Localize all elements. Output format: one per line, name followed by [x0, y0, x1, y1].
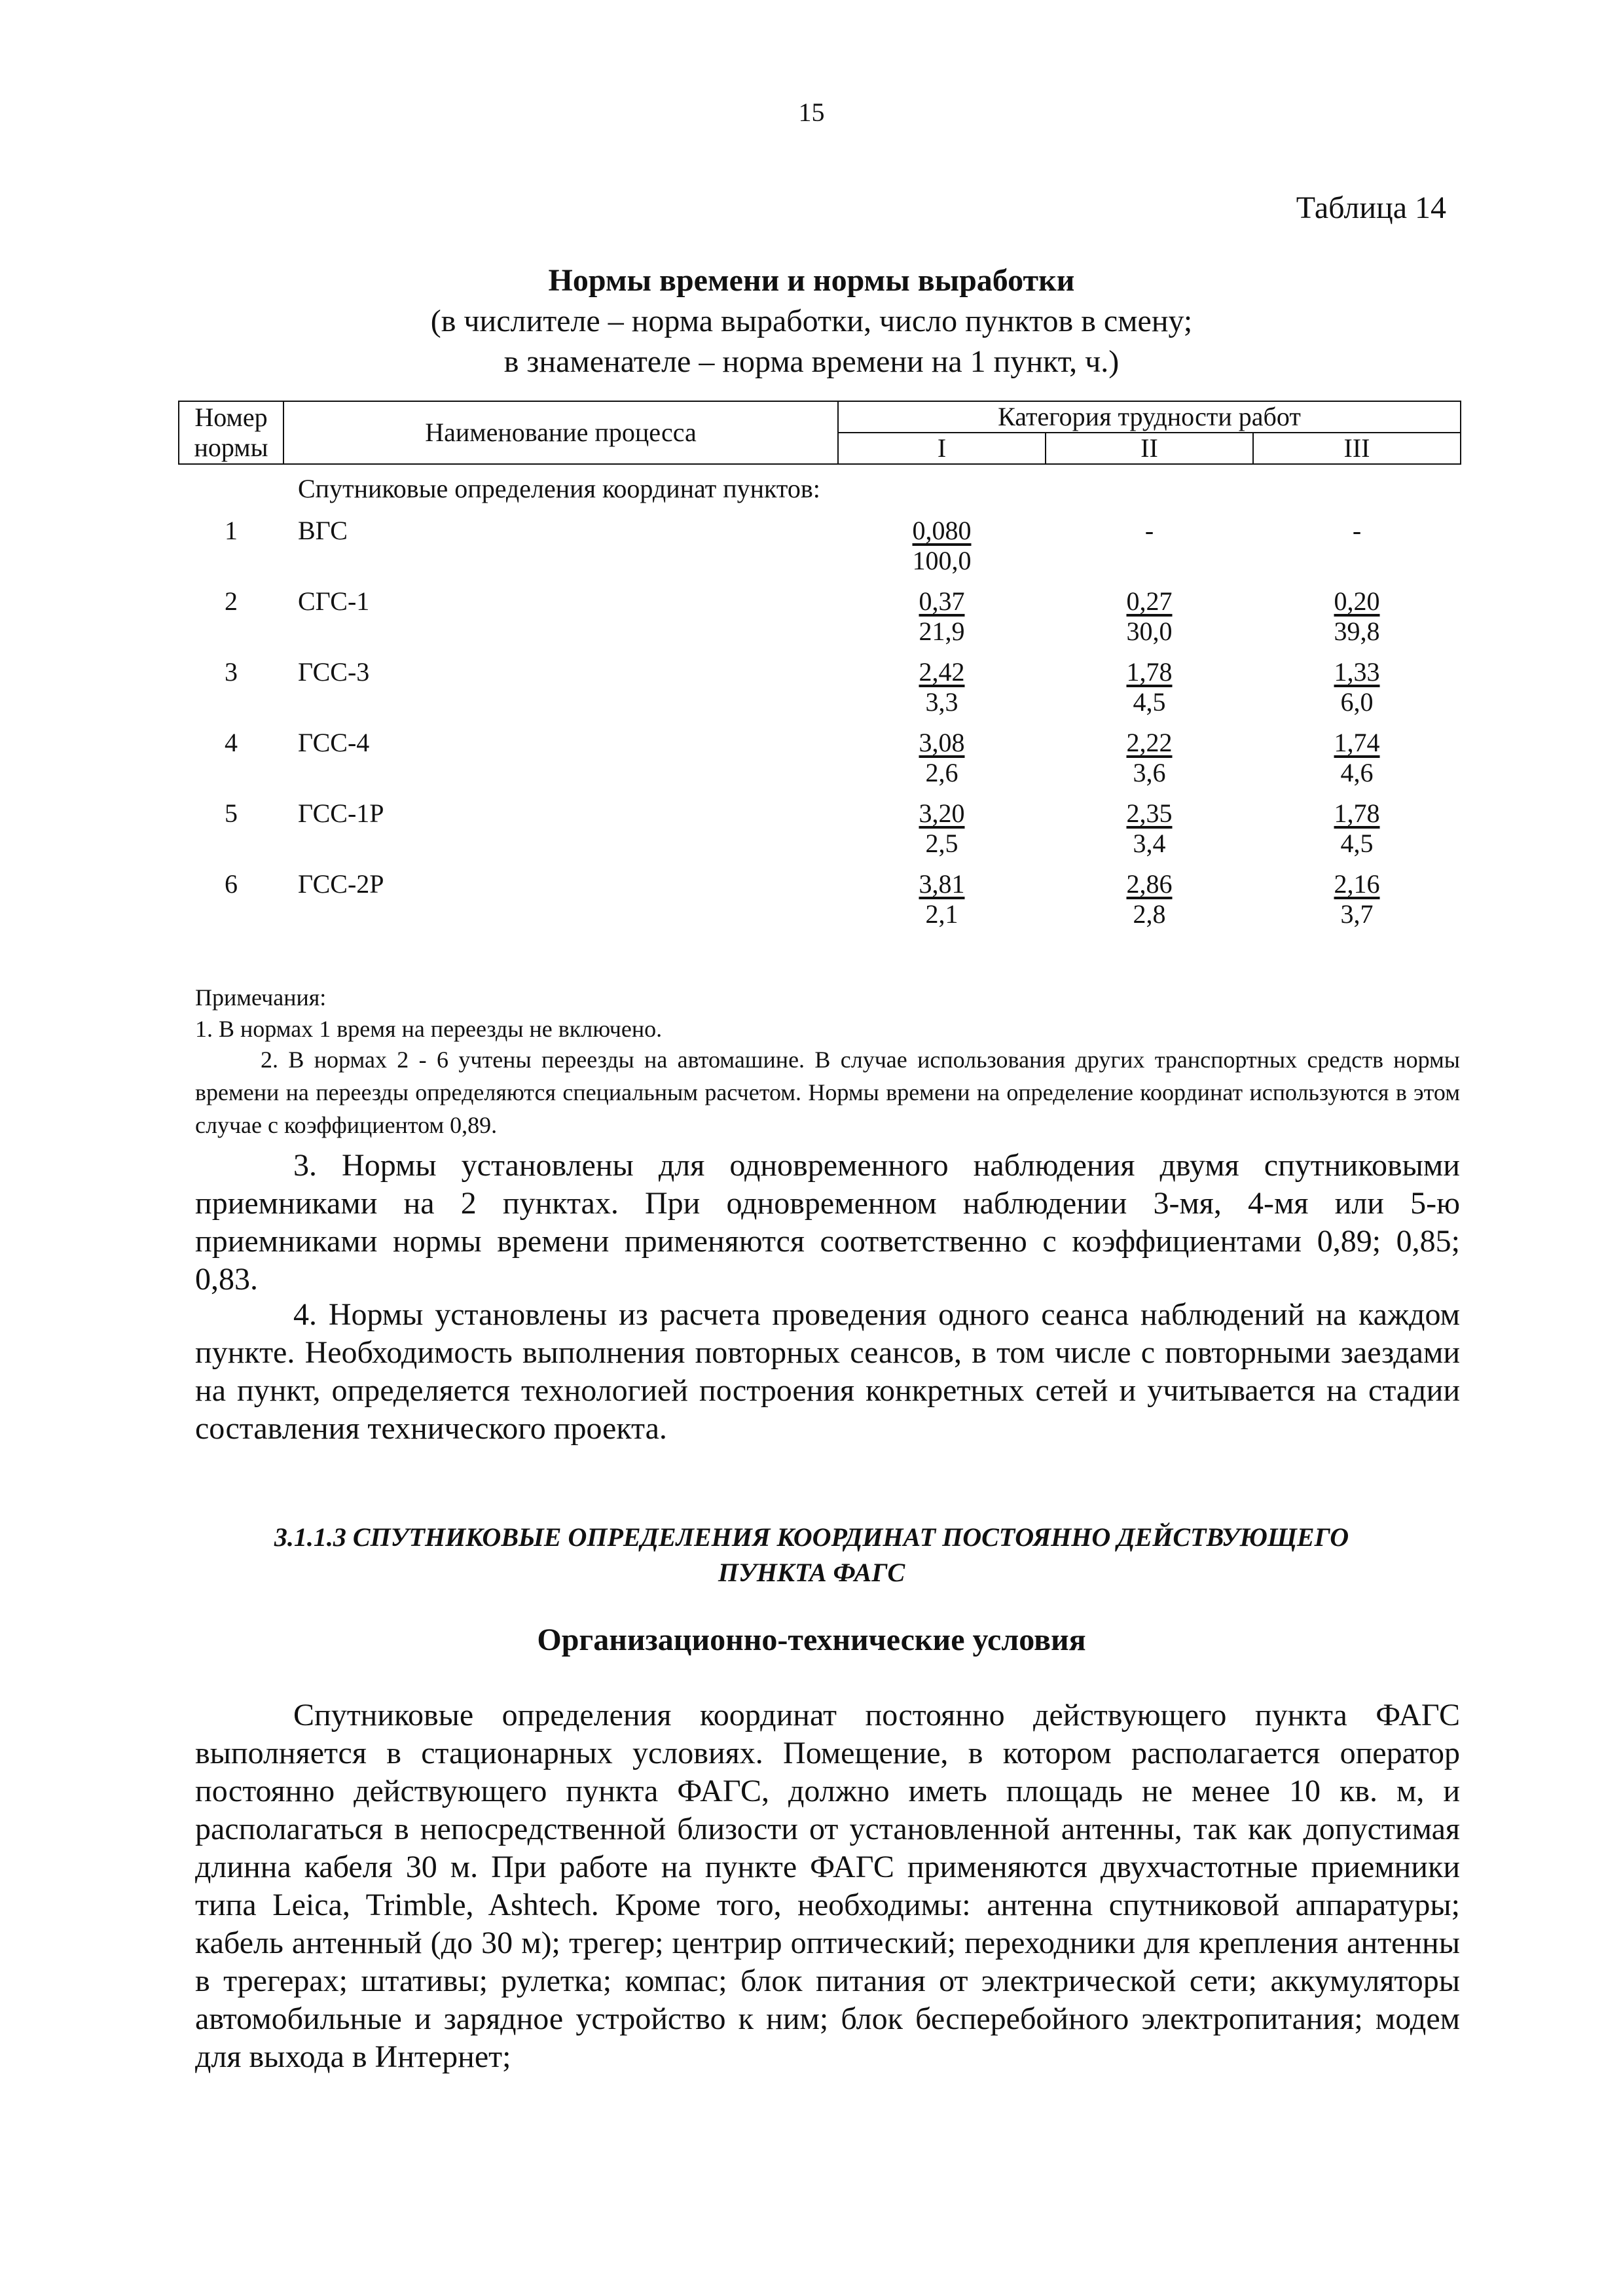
value-cat-1 [838, 647, 1046, 717]
value-cat-3 [1253, 859, 1461, 929]
value-cat-2 [1046, 576, 1253, 647]
paragraph-3 [195, 1147, 1460, 1299]
output-norm: 0,27 [1126, 586, 1173, 616]
value-cat-3 [1253, 576, 1461, 647]
time-norm: 39,8 [1334, 617, 1380, 646]
empty-dash: - [1352, 516, 1362, 545]
output-norm: 1,78 [1334, 798, 1380, 828]
row-number: 3 [225, 657, 238, 687]
time-norm: 3,7 [1340, 899, 1374, 929]
value-cat-2 [1046, 788, 1253, 859]
row-process-name: ГСС-4 [298, 728, 370, 757]
row-number: 4 [225, 728, 238, 757]
norms-table [178, 401, 1461, 929]
output-norm: 1,78 [1126, 657, 1173, 687]
output-norm: 2,35 [1126, 798, 1173, 828]
output-norm: 3,81 [919, 869, 965, 899]
value-cat-2 [1046, 505, 1253, 576]
time-norm: 2,8 [1133, 899, 1166, 929]
row-process-name: СГС-1 [298, 586, 370, 616]
time-norm: 21,9 [919, 617, 965, 646]
section-heading-line1: 3.1.1.3 СПУТНИКОВЫЕ ОПРЕДЕЛЕНИЯ КООРДИНАТ ПОСТОЯННО ДЕЙСТВУЮЩЕГО [274, 1522, 1349, 1552]
table-label: Таблица 14 [1296, 190, 1446, 225]
value-cat-1 [838, 576, 1046, 647]
output-norm: 3,20 [919, 798, 965, 828]
output-norm: 0,080 [912, 516, 972, 545]
row-number: 6 [225, 869, 238, 899]
value-cat-1 [838, 859, 1046, 929]
time-norm: 4,5 [1133, 687, 1166, 717]
value-cat-1 [838, 505, 1046, 576]
table-row [179, 717, 1461, 788]
row-number: 5 [225, 798, 238, 828]
time-norm: 4,5 [1340, 829, 1374, 858]
output-norm: 3,08 [919, 728, 965, 757]
page-number: 15 [798, 98, 825, 127]
time-norm: 4,6 [1340, 758, 1374, 787]
table-row [179, 788, 1461, 859]
value-cat-3 [1253, 788, 1461, 859]
time-norm: 2,5 [925, 829, 958, 858]
time-norm: 2,1 [925, 899, 958, 929]
table-row [179, 505, 1461, 576]
row-number: 2 [225, 586, 238, 616]
caption-line-2: (в числителе – норма выработки, число пунктов в смену; [430, 304, 1193, 338]
header-norm-number [179, 401, 283, 464]
value-cat-2 [1046, 717, 1253, 788]
value-cat-1 [838, 717, 1046, 788]
header-process-name: Наименование процесса [283, 401, 838, 464]
header-category: Категория трудности работ [838, 401, 1461, 433]
body-paragraph [195, 1696, 1460, 2076]
time-norm: 100,0 [912, 546, 972, 575]
value-cat-2 [1046, 647, 1253, 717]
subsection-heading: Организационно-технические условия [537, 1623, 1086, 1657]
header-category-1: I [838, 433, 1046, 464]
row-process-name: ГСС-2Р [298, 869, 384, 899]
output-norm: 1,74 [1334, 728, 1380, 757]
section-heading [0, 1520, 1623, 1590]
row-process-name: ГСС-1Р [298, 798, 384, 828]
table-row [179, 576, 1461, 647]
output-norm: 0,37 [919, 586, 965, 616]
table-caption [0, 260, 1623, 382]
table-row [179, 859, 1461, 929]
table-intro-row [179, 464, 1461, 505]
output-norm: 2,42 [919, 657, 965, 687]
paragraph-4-text: 4. Нормы установлены из расчета проведения одного сеанса наблюдений на каждом пункте. Необходимость выполнения повторных сеансов, в том числе с повторными заездами на пункт, определяется технологией построения конкретных сетей и учитывается на стадии составления технического проекта. [195, 1297, 1460, 1446]
value-cat-3 [1253, 647, 1461, 717]
caption-title: Нормы времени и нормы выработки [548, 263, 1075, 298]
time-norm: 3,4 [1133, 829, 1166, 858]
time-norm: 3,3 [925, 687, 958, 717]
paragraph-3-text: 3. Нормы установлены для одновременного наблюдения двумя спутниковыми приемниками на 2 пунктах. При одновременном наблюдении 3-мя, 4-мя или 5-ю приемниками нормы времени применяются соответственно с коэффициентами 0,89; 0,85; 0,83. [195, 1148, 1460, 1297]
note-2-text: 2. В нормах 2 - 6 учтены переезды на автомашине. В случае использования других транспортных средств нормы времени на переезды определяются специальным расчетом. Нормы времени на определение координат используются в этом случае с коэффициентом 0,89. [195, 1047, 1460, 1138]
empty-dash: - [1144, 516, 1154, 545]
header-category-3: III [1253, 433, 1461, 464]
table-notes [195, 982, 1439, 1045]
time-norm: 3,6 [1133, 758, 1166, 787]
value-cat-1 [838, 788, 1046, 859]
row-number: 1 [225, 516, 238, 545]
output-norm: 0,20 [1334, 586, 1380, 616]
note-2 [195, 1043, 1460, 1141]
time-norm: 6,0 [1340, 687, 1374, 717]
notes-heading: Примечания: [195, 984, 327, 1011]
header-norm-number-line1: Номер [194, 403, 268, 432]
paragraph-4 [195, 1296, 1460, 1448]
caption-line-3: в знаменателе – норма времени на 1 пункт, ч.) [503, 344, 1120, 379]
table-intro-text: Спутниковые определения координат пунктов: [298, 474, 820, 503]
value-cat-2 [1046, 859, 1253, 929]
output-norm: 2,16 [1334, 869, 1380, 899]
time-norm: 2,6 [925, 758, 958, 787]
row-process-name: ВГС [298, 516, 348, 545]
note-1: 1. В нормах 1 время на переезды не включено. [195, 1016, 663, 1042]
body-paragraph-text: Спутниковые определения координат постоянно действующего пункта ФАГС выполняется в стационарных условиях. Помещение, в котором располагается оператор постоянно действующего пункта ФАГС, должно иметь площадь не менее 10 кв. м, и располагаться в непосредственной близости от установленной антенны, так как допустимая длинна кабеля 30 м. При работе на пункте ФАГС применяются двухчастотные приемники типа Leica, Trimble, Ashtech. Кроме того, необходимы: антенна спутниковой аппаратуры; кабель антенный (до 30 м); трегер; центрир оптический; переходники для крепления антенны в трегерах; штативы; рулетка; компас; блок питания от электрической сети; аккумуляторы автомобильные и зарядное устройство к ним; блок бесперебойного электропитания; модем для выхода в Интернет; [195, 1698, 1460, 2074]
header-category-2: II [1046, 433, 1253, 464]
value-cat-3 [1253, 717, 1461, 788]
output-norm: 2,86 [1126, 869, 1173, 899]
output-norm: 2,22 [1126, 728, 1173, 757]
row-process-name: ГСС-3 [298, 657, 370, 687]
time-norm: 30,0 [1126, 617, 1173, 646]
header-norm-number-line2: нормы [194, 433, 268, 462]
output-norm: 1,33 [1334, 657, 1380, 687]
section-heading-line2: ПУНКТА ФАГС [718, 1558, 905, 1587]
value-cat-3 [1253, 505, 1461, 576]
table-row [179, 647, 1461, 717]
